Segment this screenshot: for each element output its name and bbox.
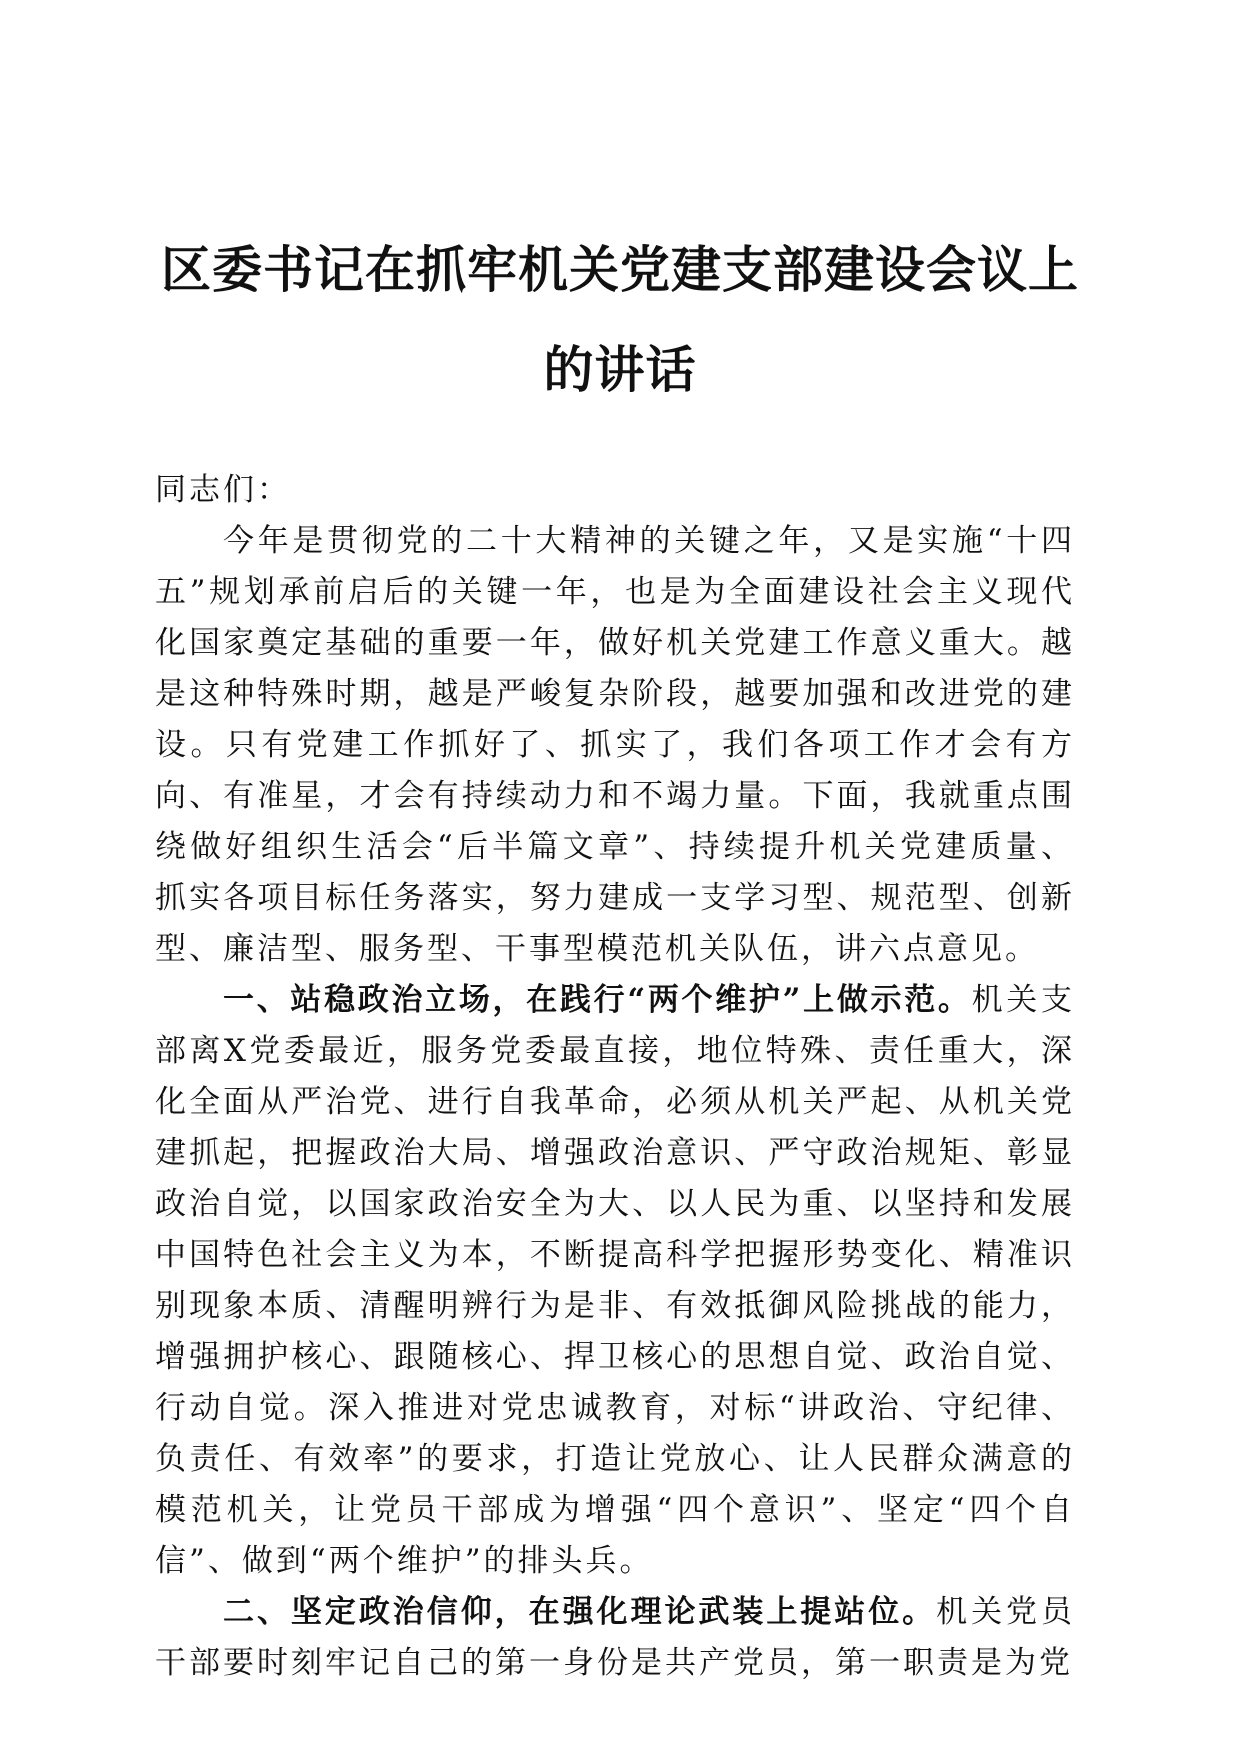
document-title: 区委书记在抓牢机关党建支部建设会议上的讲话	[161, 240, 1079, 399]
salutation: 同志们：	[155, 472, 291, 508]
section-2-text: 机关党员干部要时刻牢记自己的第一身份是共产党员，第一职责是为党	[155, 1594, 1075, 1681]
intro-paragraph: 今年是贯彻党的二十大精神的关键之年，又是实施“十四五”规划承前启后的关键一年，也是为全面建设社会主义现代化国家奠定基础的重要一年，做好机关党建工作意义重大。越是这种特殊时期，越是严峻复杂阶段，越要加强和改进党的建设。只有党建工作抓好了、抓实了，我们各项工作才会有方向、有准星，才会有持续动力和不竭力量。下面，我就重点围绕做好组织生活会“后半篇文章”、持续提升机关党建质量、抓实各项目标任务落实，努力建成一支学习型、规范型、创新型、廉洁型、服务型、干事型模范机关队伍，讲六点意见。	[155, 523, 1075, 967]
section-2-paragraph	[155, 1587, 1075, 1689]
section-1-paragraph	[155, 975, 1075, 1587]
section-1-text: 机关支部离X党委最近，服务党委最直接，地位特殊、责任重大，深化全面从严治党、进行自我革命，必须从机关严起、从机关党建抓起，把握政治大局、增强政治意识、严守政治规矩、彰显政治自觉，以国家政治安全为大、以人民为重、以坚持和发展中国特色社会主义为本，不断提高科学把握形势变化、精准识别现象本质、清醒明辨行为是非、有效抵御风险挑战的能力，增强拥护核心、跟随核心、捍卫核心的思想自觉、政治自觉、行动自觉。深入推进对党忠诚教育，对标“讲政治、守纪律、负责任、有效率”的要求，打造让党放心、让人民群众满意的模范机关，让党员干部成为增强“四个意识”、坚定“四个自信”、做到“两个维护”的排头兵。	[155, 982, 1075, 1579]
section-2-heading: 二、坚定政治信仰，在强化理论武装上提站位。	[223, 1594, 937, 1630]
section-1-heading: 一、站稳政治立场，在践行“两个维护”上做示范。	[223, 982, 972, 1018]
document-body	[155, 465, 1075, 1689]
